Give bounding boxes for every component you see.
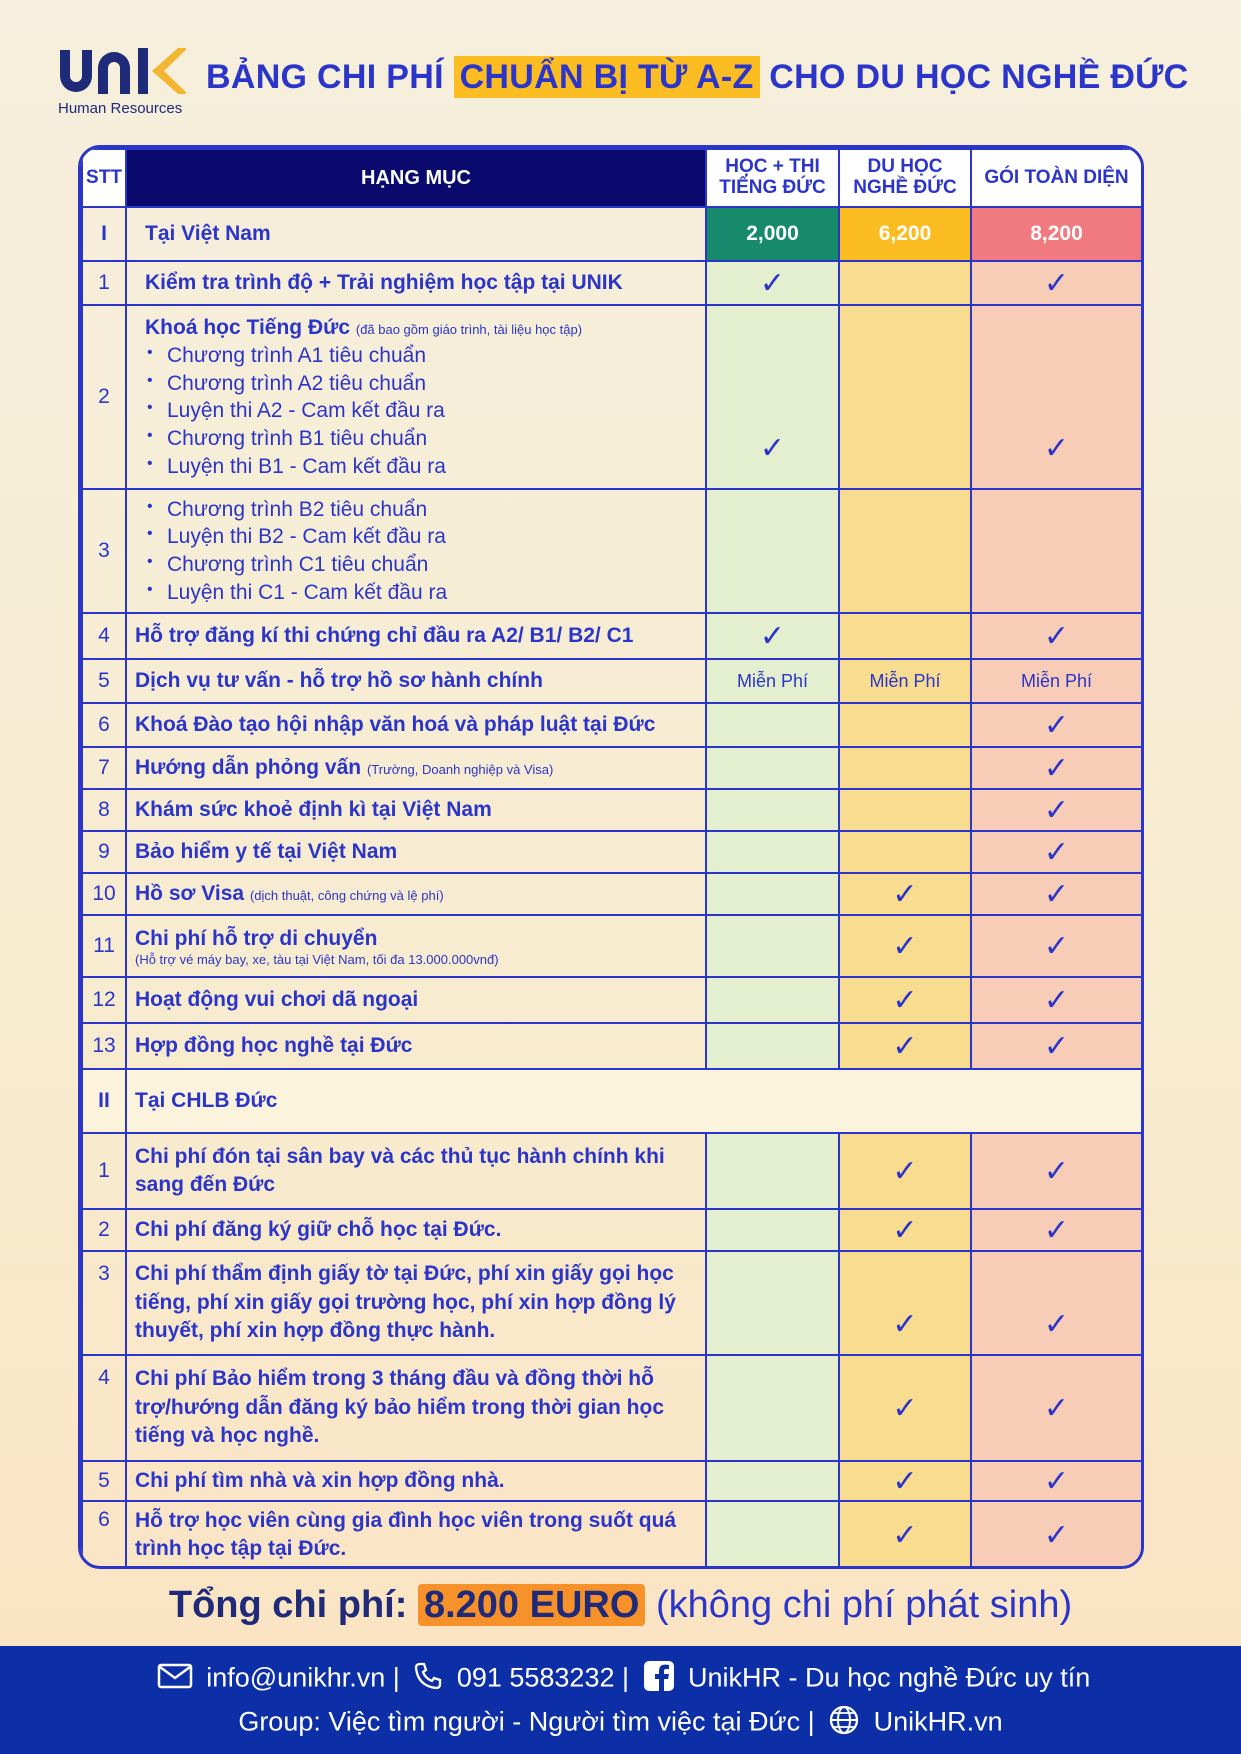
table-row: 3 • Chương trình B2 tiêu chuẩn • Luyện thi B2 - Cam kết đầu ra • Chương trình C1 tiêu chuẩn • Luyện thi C1 - Cam kết đầu ra <box>82 489 1142 613</box>
table-row: 1 Chi phí đón tại sân bay và các thủ tục hành chính khi sang đến Đức ✓ ✓ <box>82 1133 1142 1209</box>
table-row: 7 Hướng dẫn phỏng vấn (Trường, Doanh nghiệp và Visa) ✓ <box>82 747 1142 789</box>
table-header-row <box>82 149 1142 207</box>
check-icon: ✓ <box>1043 1212 1070 1248</box>
check-icon: ✓ <box>759 431 786 466</box>
section-1-number: I <box>82 207 126 261</box>
mail-icon <box>157 1663 193 1696</box>
check-icon: ✓ <box>892 1307 918 1342</box>
globe-icon <box>828 1704 860 1743</box>
title-highlight: CHUẨN BỊ TỪ A-Z <box>454 56 760 98</box>
table-row: 6 Khoá Đào tạo hội nhập văn hoá và pháp luật tại Đức ✓ <box>82 703 1142 747</box>
check-icon: ✓ <box>759 265 786 301</box>
table-row: 13 Hợp đồng học nghề tại Đức ✓ ✓ <box>82 1023 1142 1069</box>
check-icon: ✓ <box>1043 1390 1070 1426</box>
check-icon: ✓ <box>1043 1153 1070 1189</box>
unik-logo <box>56 44 186 120</box>
header-package-3: GÓI TOÀN DIỆN <box>971 149 1142 207</box>
check-icon: ✓ <box>892 1517 918 1553</box>
footer-facebook[interactable]: UnikHR - Du học nghề Đức uy tín <box>688 1662 1091 1693</box>
header-hang-muc: HẠNG MỤC <box>126 149 706 207</box>
footer-website[interactable]: UnikHR.vn <box>873 1706 1003 1737</box>
check-icon: ✓ <box>892 1463 918 1499</box>
unik-logo-mark <box>56 44 186 100</box>
check-icon: ✓ <box>1043 834 1070 870</box>
phone-icon <box>413 1661 443 1698</box>
cost-table <box>78 145 1144 1569</box>
check-icon: ✓ <box>1043 750 1070 786</box>
section-2-number: II <box>82 1069 126 1133</box>
footer-group-line: Group: Việc tìm người - Người tìm việc tại Đức | UnikHR.vn <box>0 1704 1241 1743</box>
table-row: 10 Hồ sơ Visa (dịch thuật, công chứng và lệ phí) ✓ ✓ <box>82 873 1142 915</box>
footer-email[interactable]: info@unikhr.vn <box>206 1662 386 1693</box>
table-row: 5 Dịch vụ tư vấn - hỗ trợ hồ sơ hành chính Miễn Phí Miễn Phí Miễn Phí <box>82 659 1142 703</box>
check-icon: ✓ <box>1043 618 1070 654</box>
table-row: 4 Chi phí Bảo hiểm trong 3 tháng đầu và đồng thời hỗ trợ/hướng dẫn đăng ký bảo hiểm trong thời gian học tiếng và học nghề. ✓ ✓ <box>82 1355 1142 1461</box>
table-row: 12 Hoạt động vui chơi dã ngoại ✓ ✓ <box>82 977 1142 1023</box>
footer-contact-line: info@unikhr.vn | 091 5583232 | UnikHR - Du học nghề Đức uy tín <box>0 1660 1241 1699</box>
footer <box>0 1646 1241 1754</box>
section-2-header-row <box>82 1069 1142 1133</box>
check-icon: ✓ <box>892 928 918 964</box>
total-cost <box>0 1584 1241 1627</box>
table-row: 9 Bảo hiểm y tế tại Việt Nam ✓ <box>82 831 1142 873</box>
check-icon: ✓ <box>1043 1307 1070 1342</box>
footer-phone[interactable]: 091 5583232 <box>456 1662 615 1693</box>
section-1-header-row <box>82 207 1142 261</box>
check-icon: ✓ <box>892 1028 918 1064</box>
check-icon: ✓ <box>1043 707 1070 743</box>
check-icon: ✓ <box>892 1212 918 1248</box>
total-amount: 8.200 EURO <box>418 1584 645 1626</box>
price-package-3: 8,200 <box>971 207 1142 261</box>
check-icon: ✓ <box>1043 265 1070 301</box>
check-icon: ✓ <box>892 982 918 1018</box>
table-row: 4 Hỗ trợ đăng kí thi chứng chỉ đầu ra A2/ B1/ B2/ C1 ✓ ✓ <box>82 613 1142 659</box>
check-icon: ✓ <box>1043 1463 1070 1499</box>
header-package-1: HỌC + THI TIẾNG ĐỨC <box>706 149 839 207</box>
table-row: 8 Khám sức khoẻ định kì tại Việt Nam ✓ <box>82 789 1142 831</box>
table-row: 6 Hỗ trợ học viên cùng gia đình học viên trong suốt quá trình học tập tại Đức. ✓ ✓ <box>82 1501 1142 1569</box>
price-package-1: 2,000 <box>706 207 839 261</box>
logo-subtitle: Human Resources <box>58 100 183 117</box>
price-package-2: 6,200 <box>839 207 971 261</box>
header-stt: STT <box>82 149 126 207</box>
check-icon: ✓ <box>1043 431 1070 466</box>
table-row: 5 Chi phí tìm nhà và xin hợp đồng nhà. ✓ ✓ <box>82 1461 1142 1501</box>
course-list: • Chương trình B2 tiêu chuẩn • Luyện thi B2 - Cam kết đầu ra • Chương trình C1 tiêu chuẩn • Luyện thi C1 - Cam kết đầu ra <box>145 496 695 607</box>
check-icon: ✓ <box>1043 928 1070 964</box>
check-icon: ✓ <box>892 1153 918 1189</box>
table-row: 2 Chi phí đăng ký giữ chỗ học tại Đức. ✓ ✓ <box>82 1209 1142 1251</box>
check-icon: ✓ <box>1043 1517 1070 1553</box>
table-row: 1 Kiểm tra trình độ + Trải nghiệm học tập tại UNIK ✓ ✓ <box>82 261 1142 305</box>
title-part-1: BẢNG CHI PHÍ <box>206 58 454 96</box>
table-row: 2 Khoá học Tiếng Đức (đã bao gồm giáo trình, tài liệu học tập) • Chương trình A1 tiêu chuẩn • Chương trình A2 tiêu chuẩn • Luyện thi A2 - Cam kết đầu ra • Chương trình B1 tiêu chuẩn • Luyện thi B1 - Cam kết đầu ra ✓ ✓ <box>82 305 1142 489</box>
footer-group[interactable]: Group: Việc tìm người - Người tìm việc tại Đức <box>238 1706 801 1737</box>
header-package-2: DU HỌC NGHỀ ĐỨC <box>839 149 971 207</box>
title-part-2: CHO DU HỌC NGHỀ ĐỨC <box>759 58 1189 96</box>
check-icon: ✓ <box>892 1390 918 1426</box>
check-icon: ✓ <box>1043 982 1070 1018</box>
check-icon: ✓ <box>1043 792 1070 828</box>
table-row: 11 Chi phí hỗ trợ di chuyển (Hỗ trợ vé máy bay, xe, tàu tại Việt Nam, tối đa 13.000.000vnđ) ✓ ✓ <box>82 915 1142 977</box>
total-label: Tổng chi phí: <box>168 1584 408 1626</box>
section-1-label: Tại Việt Nam <box>126 207 706 261</box>
check-icon: ✓ <box>1043 1028 1070 1064</box>
total-note: (không chi phí phát sinh) <box>655 1584 1073 1626</box>
section-2-label: Tại CHLB Đức <box>126 1069 1142 1133</box>
table-row: 3 Chi phí thẩm định giấy tờ tại Đức, phí xin giấy gọi học tiếng, phí xin giấy gọi trường học, phí xin hợp đồng lý thuyết, phí xin hợp đồng thực hành. ✓ ✓ <box>82 1251 1142 1355</box>
course-list: • Chương trình A1 tiêu chuẩn • Chương trình A2 tiêu chuẩn • Luyện thi A2 - Cam kết đầu ra • Chương trình B1 tiêu chuẩn • Luyện thi B1 - Cam kết đầu ra <box>145 342 695 481</box>
facebook-icon <box>643 1660 675 1699</box>
check-icon: ✓ <box>1043 876 1070 912</box>
check-icon: ✓ <box>759 618 786 654</box>
page-title <box>206 58 1189 97</box>
check-icon: ✓ <box>892 876 918 912</box>
